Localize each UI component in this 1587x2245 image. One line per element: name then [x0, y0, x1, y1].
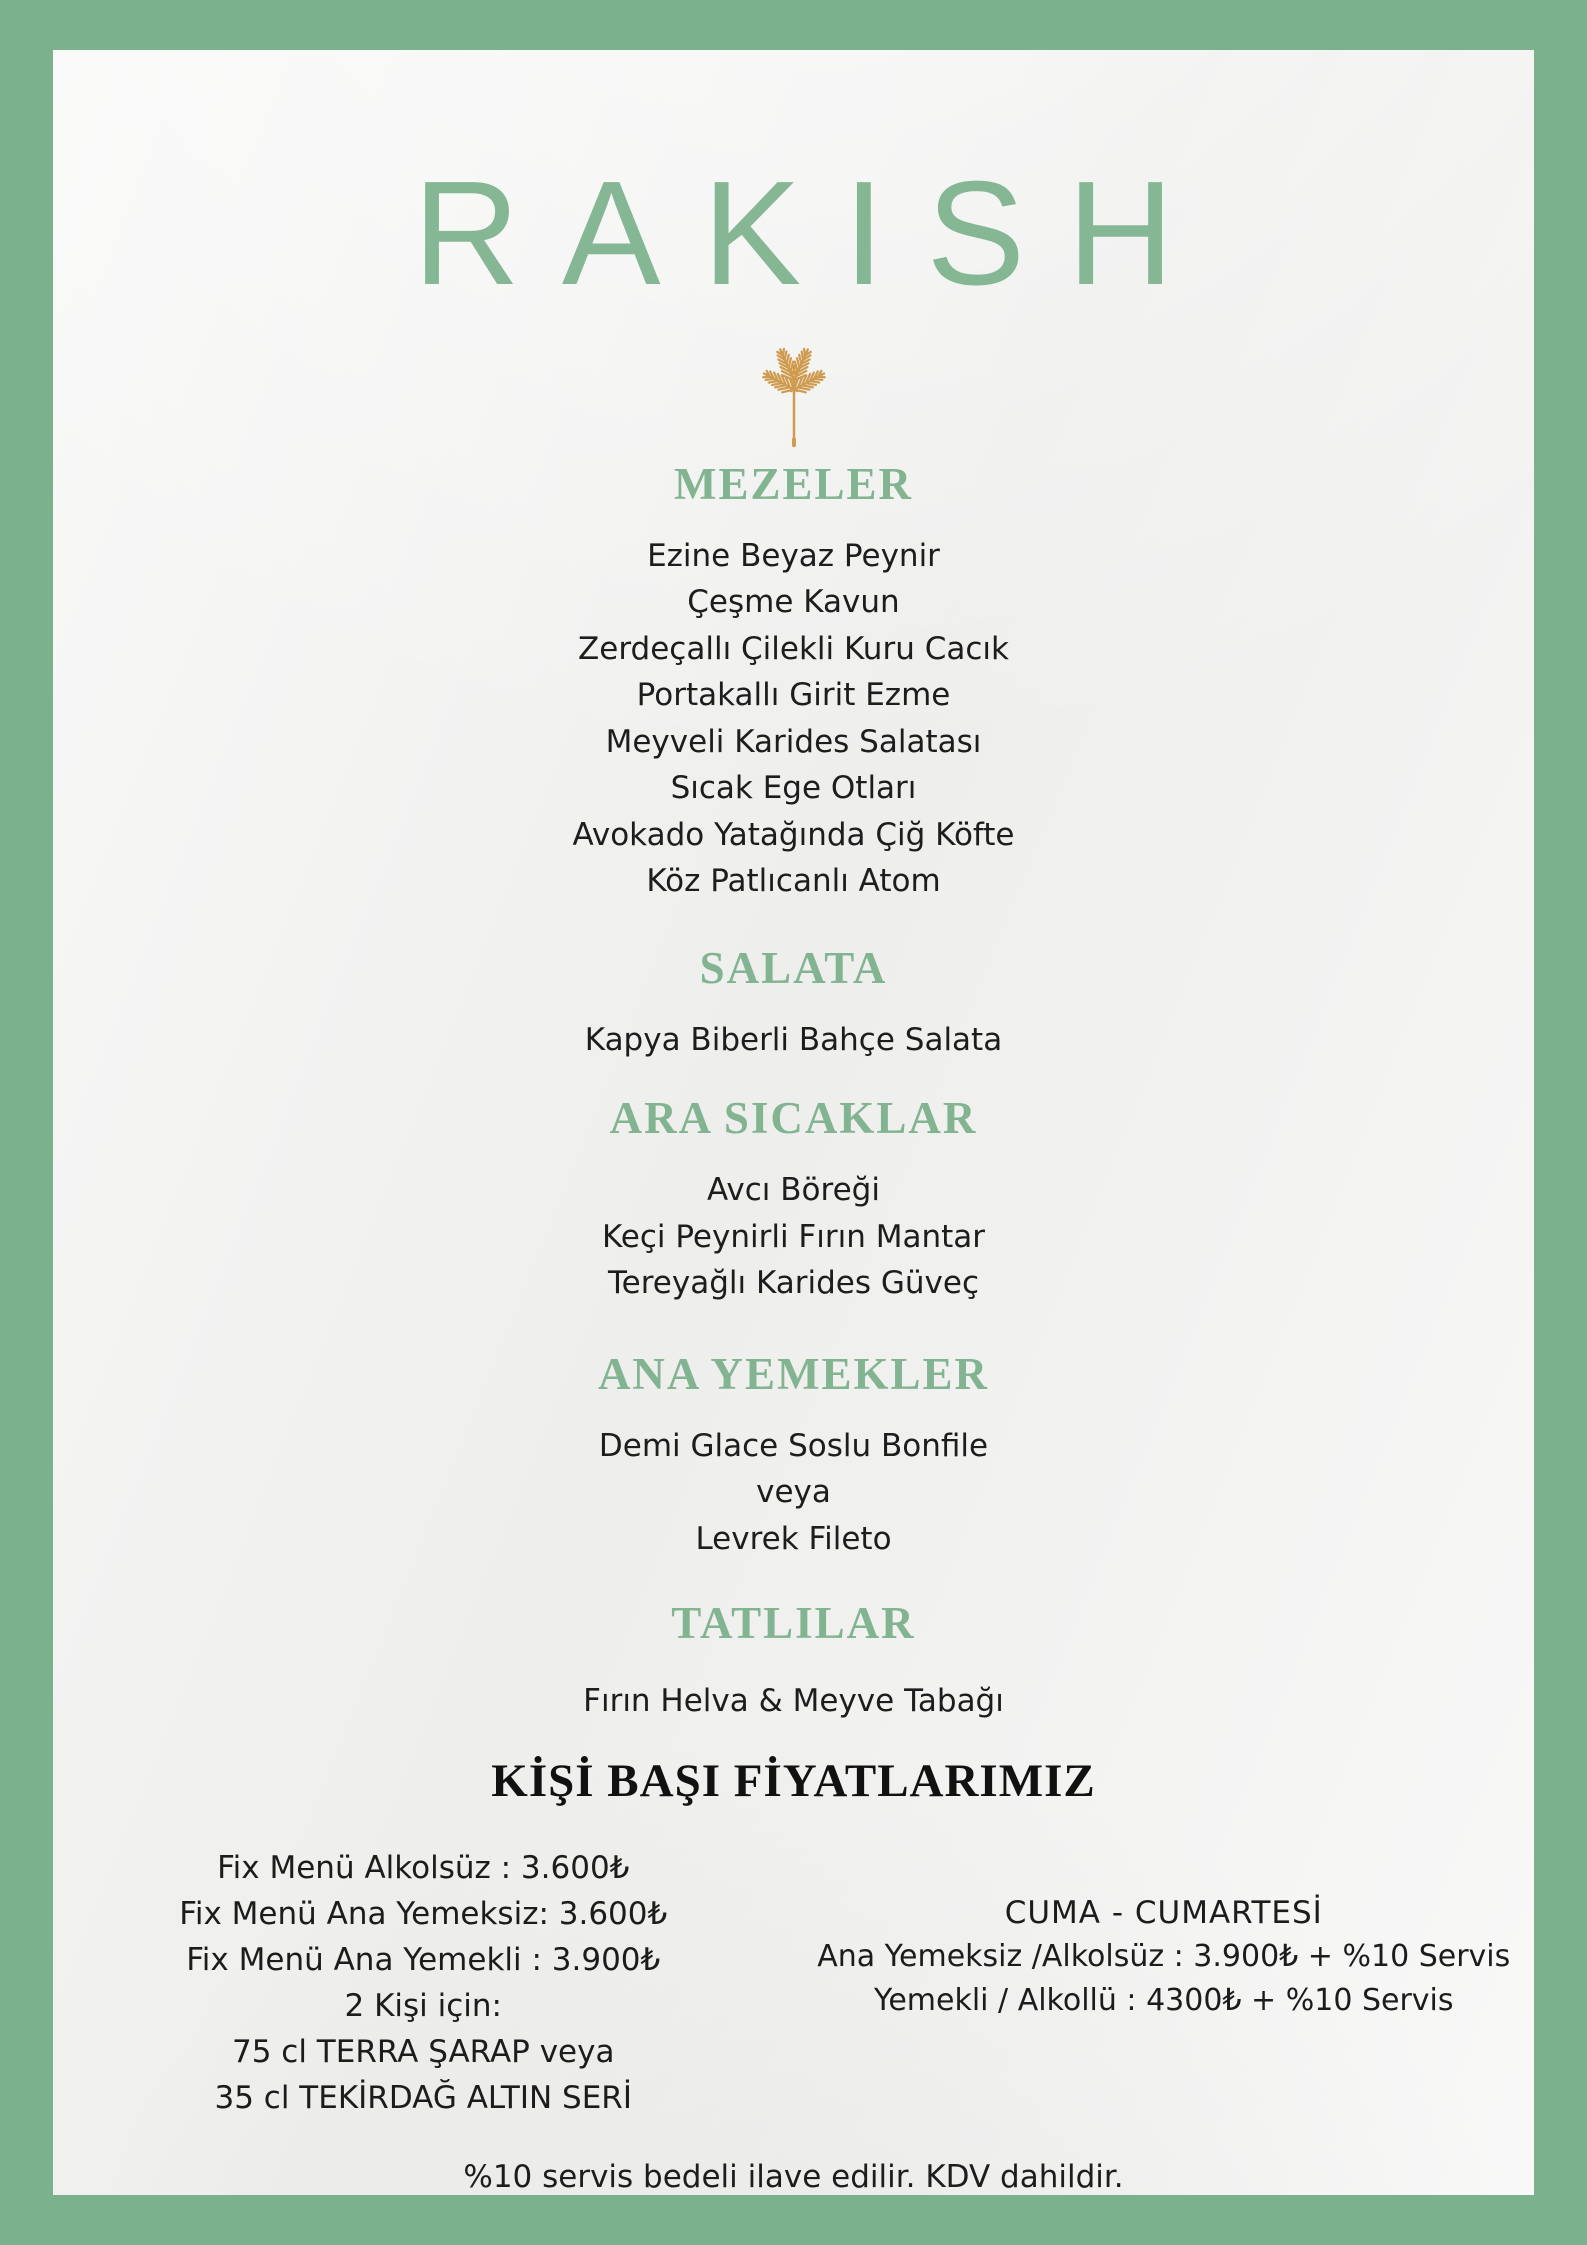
service-footnote: %10 servis bedeli ilave edilir. KDV dahildir. [463, 2159, 1124, 2195]
section-items-ara-sicaklar [602, 1167, 985, 1307]
price-line: Fix Menü Ana Yemeksiz: 3.600₺ [179, 1896, 668, 1932]
section-heading-ara-sicaklar: ARA SICAKLAR [609, 1093, 978, 1144]
section-heading-salata: SALATA [699, 942, 888, 993]
menu-item: Levrek Fileto [695, 1520, 892, 1557]
section-items-mezeler [572, 533, 1014, 905]
menu-item: Ezine Beyaz Peynir [647, 537, 940, 574]
menu-item: Sıcak Ege Otları [670, 770, 917, 807]
pricing-left-column [53, 1845, 794, 2121]
menu-item: Çeşme Kavun [687, 584, 900, 621]
menu-item: Zerdeçallı Çilekli Kuru Cacık [578, 630, 1009, 667]
section-heading-mezeler: MEZELER [673, 458, 914, 509]
menu-item: Fırın Helva & Meyve Tabağı [583, 1683, 1004, 1720]
menu-item: Portakallı Girit Ezme [636, 677, 951, 714]
menu-item: Meyveli Karides Salatası [605, 723, 982, 760]
section-heading-tatlilar: TATLILAR [671, 1598, 916, 1649]
section-items-ana-yemekler [599, 1423, 988, 1563]
menu-item: Köz Patlıcanlı Atom [646, 863, 941, 900]
pricing-heading: KİŞİ BAŞI FİYATLARIMIZ [491, 1754, 1096, 1807]
section-items-tatlilar [583, 1678, 1004, 1725]
menu-item: veya [756, 1474, 831, 1511]
menu-item: Keçi Peynirli Fırın Mantar [601, 1218, 986, 1255]
price-line: 75 cl TERRA ŞARAP veya [232, 2034, 615, 2070]
menu-item: Demi Glace Soslu Bonfile [598, 1427, 989, 1464]
section-heading-ana-yemekler: ANA YEMEKLER [597, 1348, 990, 1399]
restaurant-title: RAKISH [412, 151, 1217, 316]
pricing-columns [53, 1845, 1534, 2121]
price-line: 2 Kişi için: [344, 1988, 502, 2024]
menu-item: Avcı Böreği [707, 1172, 880, 1209]
menu-item: Kapya Biberli Bahçe Salata [584, 1021, 1003, 1058]
menu-item: Tereyağlı Karides Güveç [607, 1265, 979, 1302]
price-line: 35 cl TEKİRDAĞ ALTIN SERİ [214, 2080, 632, 2116]
price-line: Fix Menü Ana Yemekli : 3.900₺ [186, 1942, 661, 1978]
pricing-right-column [794, 1845, 1535, 2121]
section-items-salata [585, 1017, 1002, 1064]
price-line: Ana Yemeksiz /Alkolsüz : 3.900₺ + %10 Servis [817, 1939, 1511, 1974]
menu-item: Avokado Yatağında Çiğ Köfte [572, 816, 1015, 853]
menu-paper [53, 50, 1534, 2195]
weekend-title: CUMA - CUMARTESİ [1004, 1895, 1323, 1931]
price-line: Yemekli / Alkollü : 4300₺ + %10 Servis [874, 1983, 1454, 2018]
wheat-icon [708, 326, 880, 451]
price-line: Fix Menü Alkolsüz : 3.600₺ [217, 1850, 630, 1886]
